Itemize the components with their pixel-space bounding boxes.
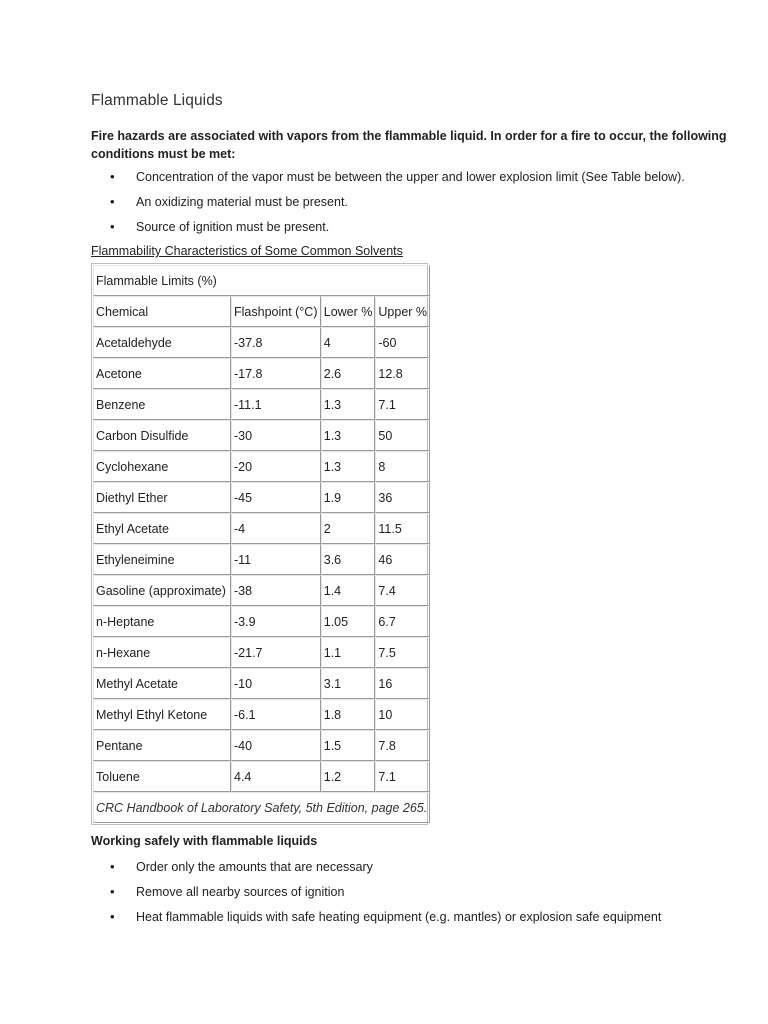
table-cell: -3.9 xyxy=(231,606,321,637)
list-item: • Order only the amounts that are necessary xyxy=(91,858,731,876)
table-cell: 7.1 xyxy=(375,761,430,792)
table-cell: -4 xyxy=(231,513,321,544)
solvents-table-wrapper xyxy=(91,263,428,825)
table-row xyxy=(93,730,430,761)
list-item: • Concentration of the vapor must be between the upper and lower explosion limit (See Table below). xyxy=(91,168,731,186)
table-cell: -17.8 xyxy=(231,358,321,389)
table-cell: Benzene xyxy=(93,389,231,420)
table-row xyxy=(93,637,430,668)
table-cell: -11 xyxy=(231,544,321,575)
table-cell: n-Heptane xyxy=(93,606,231,637)
table-cell: Methyl Ethyl Ketone xyxy=(93,699,231,730)
table-cell: 7.4 xyxy=(375,575,430,606)
list-item: • An oxidizing material must be present. xyxy=(91,193,731,211)
page-title: Flammable Liquids xyxy=(91,92,223,109)
table-cell: -60 xyxy=(375,327,430,358)
table-cell: Toluene xyxy=(93,761,231,792)
table-cell: Methyl Acetate xyxy=(93,668,231,699)
table-cell: 1.4 xyxy=(321,575,376,606)
table-header-row xyxy=(93,296,430,327)
table-caption: Flammability Characteristics of Some Common Solvents xyxy=(91,244,403,258)
table-source-note: CRC Handbook of Laboratory Safety, 5th Edition, page 265. xyxy=(93,792,430,823)
table-cell: Carbon Disulfide xyxy=(93,420,231,451)
list-item: • Heat flammable liquids with safe heating equipment (e.g. mantles) or explosion safe equipment xyxy=(91,908,731,926)
column-header-chemical: Chemical xyxy=(93,296,231,327)
table-cell: -38 xyxy=(231,575,321,606)
column-header-flashpoint: Flashpoint (°C) xyxy=(231,296,321,327)
table-group-header: Flammable Limits (%) xyxy=(93,265,430,296)
table-cell: 1.05 xyxy=(321,606,376,637)
table-cell: 8 xyxy=(375,451,430,482)
table-cell: -6.1 xyxy=(231,699,321,730)
table-cell: 1.3 xyxy=(321,389,376,420)
table-cell: -30 xyxy=(231,420,321,451)
table-cell: Diethyl Ether xyxy=(93,482,231,513)
table-cell: -45 xyxy=(231,482,321,513)
table-cell: -21.7 xyxy=(231,637,321,668)
table-cell: 4 xyxy=(321,327,376,358)
table-group-header-row xyxy=(93,265,430,296)
table-cell: 2 xyxy=(321,513,376,544)
table-cell: 1.5 xyxy=(321,730,376,761)
intro-paragraph: Fire hazards are associated with vapors from the flammable liquid. In order for a fire to occur, the following conditions must be met: xyxy=(91,129,727,161)
table-cell: 7.1 xyxy=(375,389,430,420)
table-row xyxy=(93,451,430,482)
table-row xyxy=(93,482,430,513)
solvents-table xyxy=(93,265,430,823)
table-cell: 46 xyxy=(375,544,430,575)
list-item: • Remove all nearby sources of ignition xyxy=(91,883,731,901)
table-cell: 50 xyxy=(375,420,430,451)
table-cell: Pentane xyxy=(93,730,231,761)
column-header-upper: Upper % xyxy=(375,296,430,327)
table-cell: -10 xyxy=(231,668,321,699)
table-cell: 1.8 xyxy=(321,699,376,730)
table-cell: n-Hexane xyxy=(93,637,231,668)
table-cell: -40 xyxy=(231,730,321,761)
table-row xyxy=(93,420,430,451)
table-row xyxy=(93,513,430,544)
table-row xyxy=(93,575,430,606)
table-row xyxy=(93,761,430,792)
table-cell: 11.5 xyxy=(375,513,430,544)
table-cell: 12.8 xyxy=(375,358,430,389)
table-cell: 10 xyxy=(375,699,430,730)
table-cell: Ethyl Acetate xyxy=(93,513,231,544)
table-cell: Acetaldehyde xyxy=(93,327,231,358)
table-cell: Cyclohexane xyxy=(93,451,231,482)
table-cell: -37.8 xyxy=(231,327,321,358)
table-cell: Ethyleneimine xyxy=(93,544,231,575)
list-item: • Source of ignition must be present. xyxy=(91,218,731,236)
table-cell: 7.5 xyxy=(375,637,430,668)
table-cell: 36 xyxy=(375,482,430,513)
table-cell: 6.7 xyxy=(375,606,430,637)
section-heading: Working safely with flammable liquids xyxy=(91,834,318,848)
conditions-list xyxy=(91,168,731,236)
table-cell: -11.1 xyxy=(231,389,321,420)
safety-list xyxy=(91,858,731,926)
table-cell: 1.3 xyxy=(321,451,376,482)
table-row xyxy=(93,389,430,420)
column-header-lower: Lower % xyxy=(321,296,376,327)
table-cell: 3.1 xyxy=(321,668,376,699)
table-cell: 16 xyxy=(375,668,430,699)
table-source-row xyxy=(93,792,430,823)
table-cell: 2.6 xyxy=(321,358,376,389)
table-row xyxy=(93,358,430,389)
table-cell: 7.8 xyxy=(375,730,430,761)
table-row xyxy=(93,544,430,575)
table-cell: 1.1 xyxy=(321,637,376,668)
table-cell: Acetone xyxy=(93,358,231,389)
table-row xyxy=(93,699,430,730)
table-cell: 1.9 xyxy=(321,482,376,513)
table-row xyxy=(93,606,430,637)
table-cell: Gasoline (approximate) xyxy=(93,575,231,606)
table-cell: 1.2 xyxy=(321,761,376,792)
document-page xyxy=(91,92,731,933)
table-cell: -20 xyxy=(231,451,321,482)
table-cell: 4.4 xyxy=(231,761,321,792)
table-row xyxy=(93,327,430,358)
table-cell: 1.3 xyxy=(321,420,376,451)
table-cell: 3.6 xyxy=(321,544,376,575)
table-row xyxy=(93,668,430,699)
